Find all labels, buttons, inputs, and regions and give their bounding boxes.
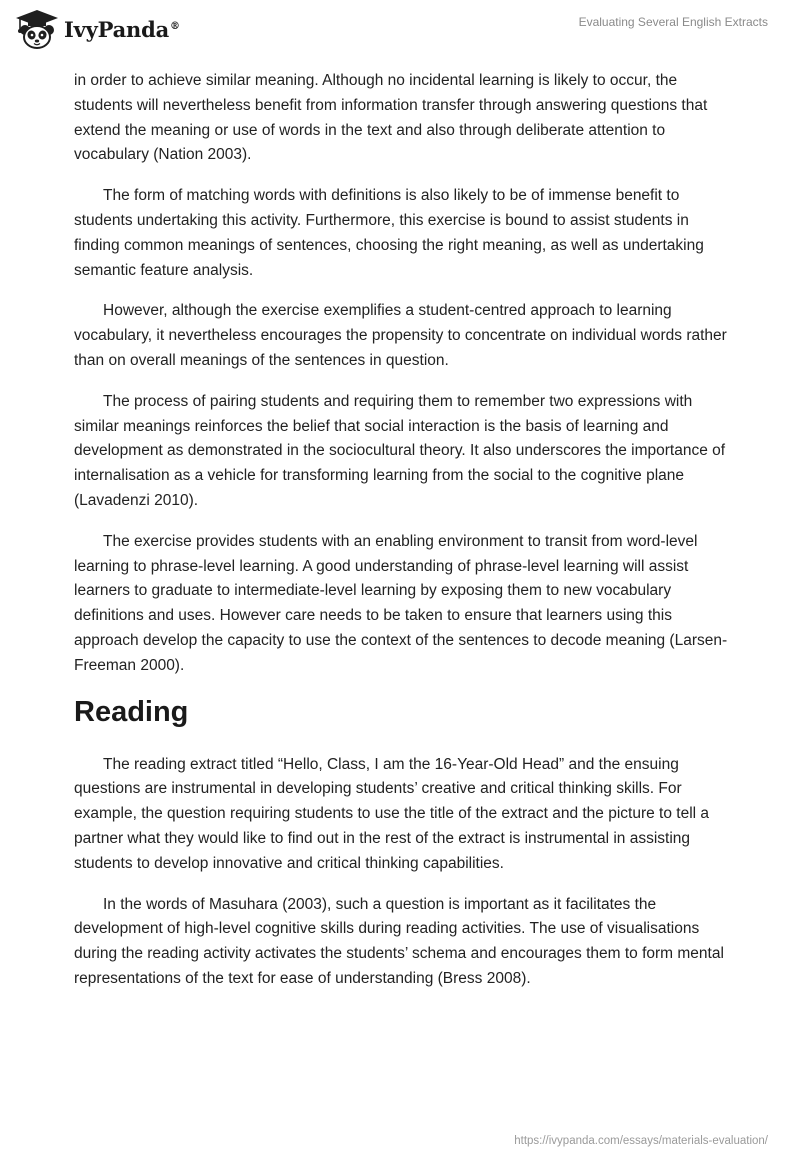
paragraph: in order to achieve similar meaning. Although no incidental learning is likely to occur, the students will nevertheless benefit from information transfer through answering questions that extend the meaning or use of words in the text and also through deliberate attention to vocabulary (Nation 2003). <box>74 72 708 164</box>
brand-name: IvyPanda® <box>64 16 180 42</box>
paragraph: The process of pairing students and requiring them to remember two expressions with similar meanings reinforces the belief that social interaction is the basis of learning and development as demonstrated in the sociocultural theory. It also underscores the importance of internalisation as a vehicle for transforming learning from the social to the cognitive plane (Lavadenzi 2010). <box>74 392 726 509</box>
paragraph: In the words of Masuhara (2003), such a question is important as it facilitates the development of high-level cognitive skills during reading activities. The use of visualisations during the reading activity activates the students’ schema and encourages them to form mental representations of the text for ease of understanding (Bress 2008). <box>74 895 724 987</box>
paragraph: The reading extract titled “Hello, Class, I am the 16-Year-Old Head” and the ensuing questions are instrumental in developing students’ creative and critical thinking skills. For example, the question requiring students to use the title of the extract and the picture to tell a partner what they would like to find out in the rest of the extract is instrumental in assisting students to develop innovative and critical thinking capabilities. <box>74 755 710 872</box>
source-url[interactable]: https://ivypanda.com/essays/materials-evaluation/ <box>514 1135 768 1147</box>
registered-mark: ® <box>170 20 180 32</box>
document-title: Evaluating Several English Extracts <box>578 15 768 29</box>
brand-logo[interactable] <box>14 8 180 50</box>
section-heading: Reading <box>74 695 189 728</box>
panda-graduate-icon <box>14 8 60 50</box>
paragraph: The form of matching words with definitions is also likely to be of immense benefit to students undertaking this activity. Furthermore, this exercise is bound to assist students in finding common meanings of sentences, choosing the right meaning, as well as undertaking semantic feature analysis. <box>74 187 704 279</box>
page-header <box>0 0 800 70</box>
paragraph: The exercise provides students with an enabling environment to transit from word-level learning to phrase-level learning. A good understanding of phrase-level learning will assist learners to graduate to intermediate-level learning by exposing them to new vocabulary definitions and uses. However care needs to be taken to ensure that learners using this approach develop the capacity to use the context of the sentences to decode meaning (Larsen-Freeman 2000). <box>74 532 728 674</box>
essay-body <box>74 69 734 1008</box>
paragraph: However, although the exercise exemplifies a student-centred approach to learning vocabulary, it nevertheless encourages the propensity to concentrate on individual words rather than on overall meanings of the sentences in question. <box>74 302 727 369</box>
